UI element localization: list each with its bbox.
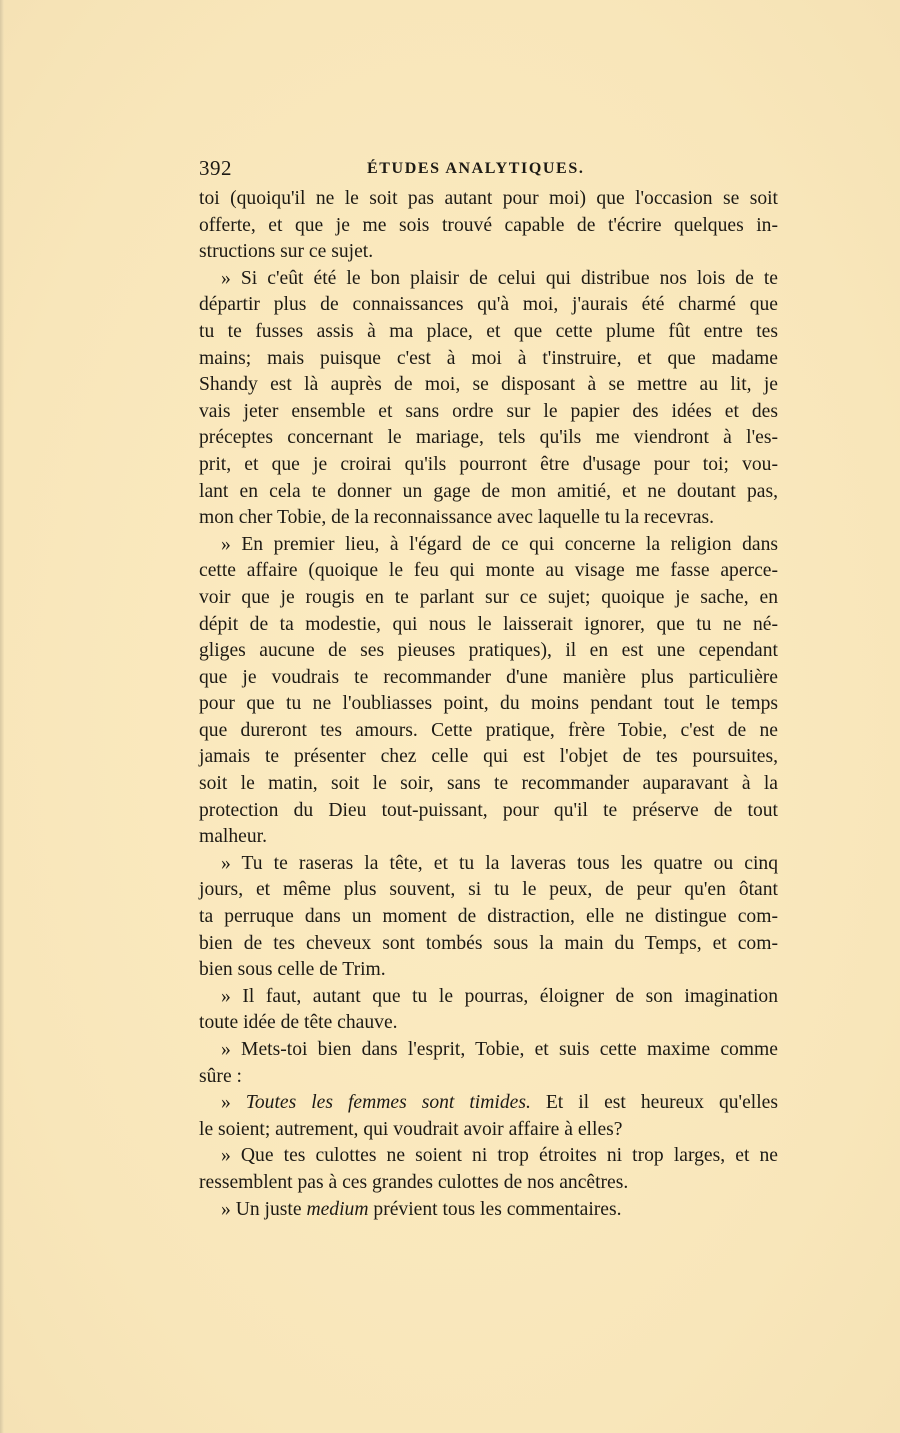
text-line: offerte, et que je me sois trouvé capable de t'écrire quelques in- bbox=[199, 214, 778, 236]
text-line: dépit de ta modestie, qui nous le laisserait ignorer, que tu ne né- bbox=[199, 613, 778, 635]
text-line: prit, et que je croirai qu'ils pourront être d'usage pour toi; vou- bbox=[199, 453, 778, 475]
italic-maxim: Toutes les femmes sont timides. bbox=[245, 1092, 531, 1114]
text-line: jamais te présenter chez celle qui est l'objet de tes poursuites, bbox=[199, 746, 778, 768]
italic-word: medium bbox=[306, 1198, 369, 1220]
paragraph bbox=[199, 1090, 778, 1143]
text-line: protection du Dieu tout-puissant, pour qu'il te préserve de tout bbox=[199, 799, 778, 821]
paragraph bbox=[199, 1197, 778, 1224]
text-line: préceptes concernant le mariage, tels qu'ils me viendront à l'es- bbox=[199, 427, 778, 449]
page-header bbox=[199, 156, 779, 184]
text-line: malheur. bbox=[199, 826, 268, 848]
text-line: soit le matin, soit le soir, sans te recommander auparavant à la bbox=[199, 773, 778, 795]
text-line: voir que je rougis en te parlant sur ce sujet; quoique je sache, en bbox=[199, 586, 778, 608]
page-edge-shadow bbox=[0, 0, 4, 1433]
text-line bbox=[199, 1090, 778, 1117]
body-text bbox=[199, 186, 778, 1223]
text-line: ressemblent pas à ces grandes culottes de nos ancêtres. bbox=[199, 1171, 629, 1193]
text-line: départir plus de connaissances qu'à moi, j'aurais été charmé que bbox=[199, 294, 778, 316]
text-line: gliges aucune de ses pieuses pratiques), il en est une cependant bbox=[199, 640, 778, 662]
text-line: cette affaire (quoique le feu qui monte au visage me fasse aperce- bbox=[199, 560, 778, 582]
paragraph bbox=[199, 851, 778, 984]
text-line: bien sous celle de Trim. bbox=[199, 959, 386, 981]
line-start: » Un juste bbox=[221, 1198, 307, 1220]
guillemet: » bbox=[221, 1092, 246, 1114]
text-line: pour que tu ne l'oubliasses point, du moins pendant tout le temps bbox=[199, 693, 778, 715]
text-line: jours, et même plus souvent, si tu le peux, de peur qu'en ôtant bbox=[199, 879, 778, 901]
text-line: » Mets-toi bien dans l'esprit, Tobie, et suis cette maxime comme bbox=[221, 1039, 778, 1060]
text-line: Shandy est là auprès de moi, se disposant à se mettre au lit, je bbox=[199, 374, 778, 396]
text-line: ta perruque dans un moment de distraction, elle ne distingue com- bbox=[199, 906, 778, 928]
text-line: » Il faut, autant que tu le pourras, éloigner de son imagination bbox=[221, 985, 778, 1007]
paragraph bbox=[199, 266, 778, 532]
line-remainder: prévient tous les commentaires. bbox=[368, 1198, 622, 1220]
paragraph bbox=[199, 1143, 778, 1196]
line-remainder: Et il est heureux qu'elles bbox=[530, 1092, 778, 1114]
text-line: lant en cela te donner un gage de mon amitié, et ne doutant pas, bbox=[199, 480, 778, 502]
text-line: que je voudrais te recommander d'une manière plus particulière bbox=[199, 666, 778, 688]
text-line: que dureront tes amours. Cette pratique, frère Tobie, c'est de ne bbox=[199, 719, 778, 741]
page-number: 392 bbox=[199, 156, 232, 180]
text-line: » Si c'eût été le bon plaisir de celui qui distribue nos lois de te bbox=[221, 267, 778, 289]
text-line: mains; mais puisque c'est à moi à t'instruire, et que madame bbox=[199, 347, 778, 369]
paragraph bbox=[199, 186, 778, 266]
text-line: » En premier lieu, à l'égard de ce qui concerne la religion dans bbox=[221, 533, 778, 555]
text-line: mon cher Tobie, de la reconnaissance avec laquelle tu la recevras. bbox=[199, 507, 715, 529]
text-line: » Tu te raseras la tête, et tu la laveras tous les quatre ou cinq bbox=[221, 852, 778, 874]
text-line: vais jeter ensemble et sans ordre sur le papier des idées et des bbox=[199, 400, 778, 422]
running-title: ÉTUDES ANALYTIQUES. bbox=[367, 160, 585, 177]
text-line: sûre : bbox=[199, 1065, 242, 1087]
paragraph bbox=[199, 984, 778, 1037]
text-line: tu te fusses assis à ma place, et que cette plume fût entre tes bbox=[199, 320, 778, 342]
text-line bbox=[199, 1197, 778, 1224]
text-line: le soient; autrement, qui voudrait avoir affaire à elles? bbox=[199, 1118, 623, 1140]
text-line: bien de tes cheveux sont tombés sous la main du Temps, et com- bbox=[199, 932, 778, 954]
text-line: toi (quoiqu'il ne le soit pas autant pour moi) que l'occasion se soit bbox=[199, 188, 778, 209]
paragraph bbox=[199, 532, 778, 851]
text-line: » Que tes culottes ne soient ni trop étroites ni trop larges, et ne bbox=[221, 1145, 778, 1167]
text-line: toute idée de tête chauve. bbox=[199, 1012, 398, 1034]
text-line: structions sur ce sujet. bbox=[199, 241, 374, 263]
paragraph bbox=[199, 1037, 778, 1090]
